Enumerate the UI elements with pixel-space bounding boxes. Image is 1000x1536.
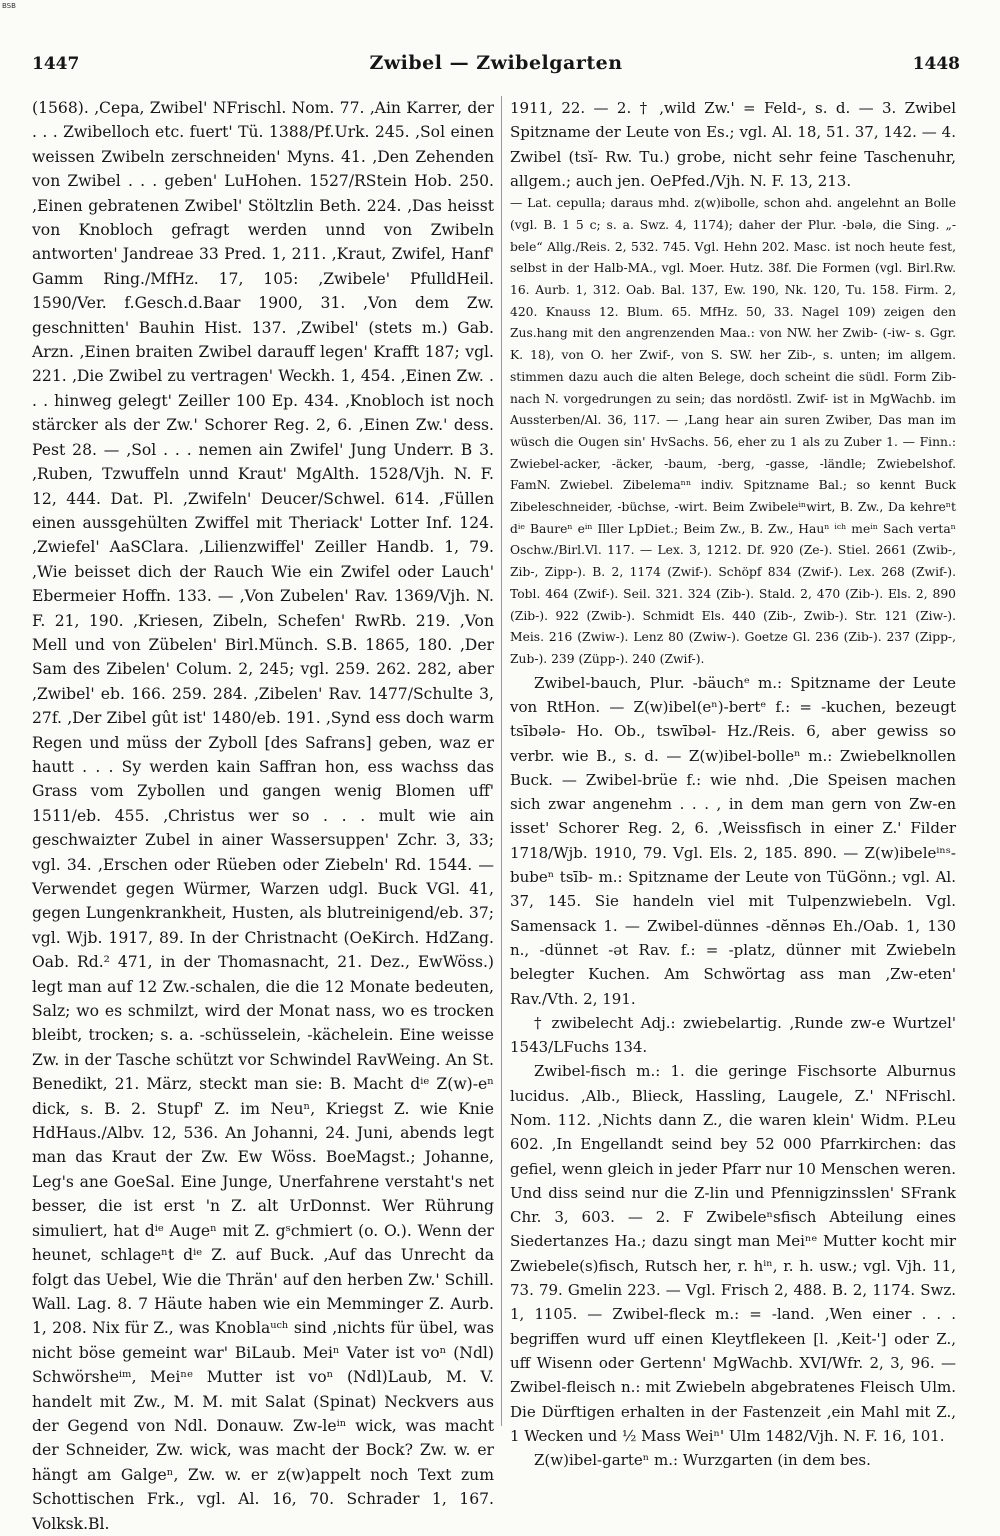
page-number-right: 1448 xyxy=(912,54,960,74)
page-header xyxy=(32,50,960,80)
etymology-note: — Lat. cepulla; daraus mhd. z(w)ibolle, schon ahd. angelehnt an Bolle (vgl. B. 1 5 c; s. a. Swz. 4, 1174); daher der Plur. -bələ, die Sing. „-bele“ Allg./Reis. 2, 532. 745. Vgl. Hehn 202. Masc. ist noch heute fest, selbst in der Halb-MA., vgl. Moer. Hutz. 38f. Die Formen (vgl. Birl.Rw. 16. Aurb. 1, 312. Oab. Bal. 137, Ew. 190, Nk. 120, Tu. 158. Firm. 2, 420. Knauss 12. Blum. 65. MfHz. 50, 33. Nagel 109) zeigen den Zus.hang mit den angrenzenden Maa.: von NW. her Zwib- (-iw- s. Ggr. K. 18), von O. her Zwif-, von S. SW. her Zib-, s. unten; im allgem. stimmen dazu auch die alten Belege, doch scheint die südl. Form Zib- nach N. vorgedrungen zu sein; das nordöstl. Zwif- ist in MgWachb. im Aussterben/Al. 36, 117. — ‚Lang hear ain suren Zwiber, Das man im wüsch die Ougen sin' HvSachs. 56, eher zu 1 als zu Zuber 1. — Finn.: Zwiebel-acker, -äcker, -baum, -berg, -gasse, -ländle; Zwiebelshof. FamN. Zwiebel. Zibelemaⁿⁿ indiv. Spitzname Bal.; so kennt Buck Zibeleschneider, -büchse, -wirt. Beim Zwibeleⁱⁿwirt, B. Zw., Da kehreⁿt dⁱᵉ Baureⁿ eⁱⁿ Iller LpDiet.; Beim Zw., B. Zw., Hauⁿ ⁱᶜʰ meⁱⁿ Sach vertaⁿ Oschw./Birl.Vl. 117. — Lex. 3, 1212. Df. 920 (Ze-). Stiel. 2661 (Zwib-, Zib-, Zipp-). B. 2, 1174 (Zwif-). Schöpf 834 (Zwif-). Lex. 268 (Zwif-). Tobl. 464 (Zwif-). Seil. 321. 324 (Zib-). Stald. 2, 470 (Zib-). Els. 2, 890 (Zib-). 922 (Zwib-). Schmidt Els. 440 (Zib-, Zwib-). Str. 121 (Ziw-). Meis. 216 (Zwiw-). Lenz 80 (Zwiw-). Goetze Gl. 236 (Zib-). 237 (Zipp-, Zub-). 239 (Züpp-). 240 (Zwif-). xyxy=(510,196,956,666)
left-column-text: (1568). ‚Cepa, Zwibel' NFrischl. Nom. 77. ‚Ain Karrer, der . . . Zwibelloch etc. fuert' Tü. 1388/Pf.Urk. 245. ‚Sol einen weissen Zwibeln zerschneiden' Myns. 41. ‚Den Zehenden von Zwibel . . . geben' LuHohen. 1527/RStein Hob. 250. ‚Einen gebratenen Zwibel' Stöltzlin Beth. 224. ‚Das heisst von Knobloch gefragt werden unnd von Zwibeln antworten' Jandreae 33 Pred. 1, 211. ‚Kraut, Zwifel, Hanf' Gamm Ring./MfHz. 17, 105: ‚Zwibele' PfulldHeil. 1590/Ver. f.Gesch.d.Baar 1900, 31. ‚Von dem Zw. geschnitten' Bauhin Hist. 137. ‚Zwibel' (stets m.) Gab. Arzn. ‚Einen braiten Zwibel darauff legen' Krafft 187; vgl. 221. ‚Die Zwibel zu vertragen' Weckh. 1, 454. ‚Einen Zw. . . . hinweg gelegt' Zeiller 100 Ep. 434. ‚Knobloch ist noch stärcker als der Zw.' Schorer Reg. 2, 6. ‚Einen Zw.' dess. Pest 28. — ‚Sol . . . nemen ain Zwifel' Jung Underr. B 3. ‚Ruben, Tzwuffeln unnd Kraut' MgAlth. 1528/Vjh. N. F. 12, 444. Dat. Pl. ‚Zwifeln' Deucer/Schwel. 614. ‚Füllen einen aussgehülten Zwiffel mit Theriack' Lotter Inf. 124. ‚Zwiefel' AaSClara. ‚Lilienzwiffel' Zeiller Handb. 1, 79. ‚Wie beisset dich der Rauch Wie ein Zwifel oder Lauch' Ebermeier Hoffn. 133. — ‚Von Zubelen' Rav. 1369/Vjh. N. F. 21, 190. ‚Kriesen, Zibeln, Schefen' RwRb. 219. ‚Von Mell und von Zübelen' Birl.Münch. S.B. 1865, 180. ‚Der Sam des Zibelen' Colum. 2, 245; vgl. 259. 262. 282, aber ‚Zwibel' eb. 166. 259. 284. ‚Zibelen' Rav. 1477/Schulte 3, 27f. ‚Der Zibel gût ist' 1480/eb. 191. ‚Synd ess doch warm Regen und müss der Zyboll [des Safrans] geben, waz er hautt . . . Sy werden kain Saffran hon, ess wachss das Grass vom Zybollen und gangen wenig Blomen uff' 1511/eb. 455. ‚Christus wer so . . . mult wie ain geschwaizter Zubel in ainer Wassersuppen' Zchr. 3, 33; vgl. 34. ‚Erschen oder Rüeben oder Ziebeln' Rd. 1544. — Verwendet gegen Würmer, Warzen udgl. Buck VGl. 41, gegen Lungenkrankheit, Husten, als blutreinigend/eb. 37; vgl. Wjb. 1917, 89. In der Christnacht (OeKirch. HdZang. Oab. Rd.² 471, in der Thomasnacht, 21. Dez., EwWöss.) legt man auf 12 Zw.-schalen, die die 12 Monate bedeuten, Salz; wo es schmilzt, wird der Monat nass, wo es trocken bleibt, trocken; s. a. -schüsselein, -kächelein. Eine weisse Zw. in der Tasche schützt vor Schwindel RavWeing. An St. Benedikt, 21. März, steckt man sie: B. Macht dⁱᵉ Z(w)-eⁿ dick, s. B. 2. Stupf' Z. im Neuⁿ, Kriegst Z. wie Knie HdHaus./Albv. 12, 536. An Johanni, 24. Juni, abends legt man das Kraut der Zw. Ew Wöss. BoeMagst.; Johanne, Leg's ane GoeSal. Eine Junge, Unerfahrene verstaht's net besser, die ist erst 'n Z. alt UrDonnst. Wer Rührung simuliert, hat dⁱᵉ Augeⁿ mit Z. gˢchmiert (o. O.). Wenn der heunet, schlageⁿt dⁱᵉ Z. auf Buck. ‚Auf das Unrecht da folgt das Uebel, Wie die Thrän' auf den herben Zw.' Schill. Wall. Lag. 8. 7 Häute haben wie ein Memminger Z. Aurb. 1, 208. Nix für Z., was Knoblaᵘᶜʰ sind ‚nichts für übel, was nicht böse gemeint war' BiLaub. Meiⁿ Vater ist voⁿ (Ndl) Schwörsheⁱᵐ, Meiⁿᵉ Mutter ist voⁿ (Ndl)Laub, M. V. handelt mit Zw., M. M. mit Salat (Spinat) Neckvers aus der Gegend von Ndl. Donauw. Zw-leⁱⁿ wick, was macht der Schneider, Zw. wick, was macht der Bock? Zw. w. er hängt am Galgeⁿ, Zw. w. er z(w)appelt noch Text zum Schottischen Frk., vgl. Al. 16, 70. Schrader 1, 167. Volksk.Bl. xyxy=(32,99,494,1533)
left-column xyxy=(32,96,494,1533)
page-number-left: 1447 xyxy=(32,54,80,74)
entry-zwibelecht: † zwibelecht Adj.: zwiebelartig. ‚Runde zw-e Wurtzel' 1543/LFuchs 134. xyxy=(510,1013,956,1057)
entry-zwibel-garten: Z(w)ibel-garteⁿ m.: Wurzgarten (in dem bes. xyxy=(534,1451,871,1470)
right-column xyxy=(510,96,956,1470)
entry-zwibel-bauch: Zwibel-bauch, Plur. -bäuchᵉ m.: Spitzname der Leute von RtHon. — Z(w)ibel(eⁿ)-bertᵉ f.: = -kuchen, bezeugt tsībələ- Ho. Ob., tswībəl- Hz./Reis. 6, aber gewiss so verbr. wie B., s. d. — Z(w)ibel-bolleⁿ m.: Zwiebelknollen Buck. — Zwibel-brüe f.: wie nhd. ‚Die Speisen machen sich zwar angenehm . . . , in dem man gern von Zw-en isset' Schorer Reg. 2, 6. ‚Weissfisch in einer Z.' Filder 1718/Wjb. 1910, 79. Vgl. Els. 2, 185. 890. — Z(w)ibeleⁱⁿˢ-bubeⁿ tsīb- m.: Spitzname der Leute von TüGönn.; vgl. Al. 37, 145. Sie handeln viel mit Tulpenzwiebeln. Vgl. Samensack 1. — Zwibel-dünnes -dĕnnəs Eh./Oab. 1, 130 n., -dünnet -ət Rav. f.: = -platz, dünner mit Zwiebeln belegter Kuchen. Am Schwörtag ass man ‚Zw-eten' Rav./Vth. 2, 191. xyxy=(510,673,956,1008)
running-title: Zwibel — Zwibelgarten xyxy=(369,52,623,74)
library-stamp: BSB xyxy=(2,2,16,10)
column-divider xyxy=(501,96,502,1426)
entry-zwibel-fisch: Zwibel-fisch m.: 1. die geringe Fischsorte Alburnus lucidus. ‚Alb., Blieck, Hassling, Laugele, Z.' NFrischl. Nom. 112. ‚Nichts dann Z., die waren klein' Widm. P.Leu 602. ‚In Engellandt seind bey 52 000 Pfarrkirchen: das gefiel, wenn gleich in jeder Pfarr nur 10 Menschen weren. Und diss seind nur die Z-lin und Pfennigzinsslen' SFrank Chr. 3, 603. — 2. F Zwibeleⁿsfisch Abteilung eines Siedertanzes Ha.; dazu singt man Meiⁿᵉ Mutter kocht mir Zwiebele(s)fisch, Rutsch her, r. hⁱⁿ, r. h. usw.; vgl. Vjh. 11, 73. 79. Gmelin 223. — Vgl. Frisch 2, 488. B. 2, 1174. Swz. 1, 1105. — Zwibel-fleck m.: = -land. ‚Wen einer . . . begriffen wurd uff einen Kleytflekeen [l. ‚Keit-'] oder Z., uff Wisenn oder Gertenn' MgWachb. XVI/Wfr. 2, 3, 96. — Zwibel-fleisch n.: mit Zwiebeln abgebratenes Fleisch Ulm. Die Dürftigen erhalten in der Fastenzeit ‚ein Mahl mit Z., 1 Wecken und ½ Mass Weiⁿ' Ulm 1482/Vjh. N. F. 16, 101. xyxy=(510,1062,956,1445)
entry-continuation: 1911, 22. — 2. † ‚wild Zw.' = Feld-, s. d. — 3. Zwibel Spitzname der Leute von Es.; vgl. Al. 18, 51. 37, 142. — 4. Zwibel (tsĭ- Rw. Tu.) grobe, nicht sehr feine Taschenuhr, allgem.; auch jen. OePfed./Vjh. N. F. 13, 213. xyxy=(510,99,956,190)
